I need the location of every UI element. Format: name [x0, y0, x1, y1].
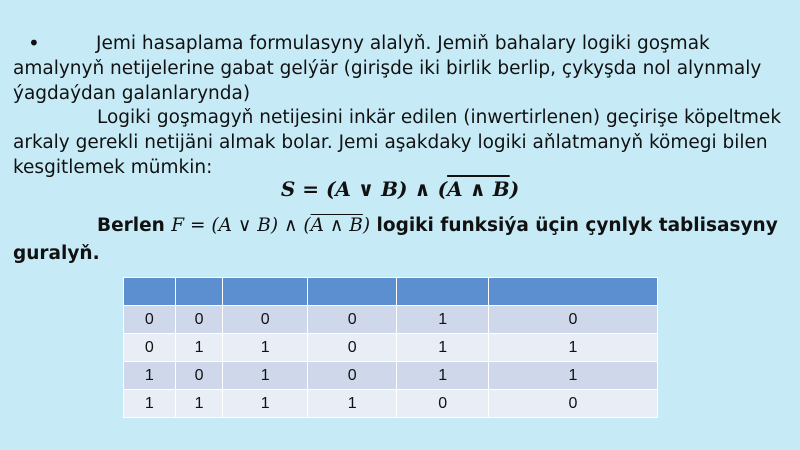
table-cell: 1 — [223, 334, 308, 362]
table-header-cell — [308, 278, 397, 306]
table-header-cell — [175, 278, 223, 306]
table-cell: 1 — [397, 334, 488, 362]
table-header-cell — [488, 278, 657, 306]
table-cell: 0 — [124, 306, 176, 334]
table-cell: 1 — [488, 334, 657, 362]
table-header-cell — [397, 278, 488, 306]
task-function-overlined: A ∧ B — [310, 215, 363, 236]
task-function — [171, 215, 370, 236]
task-prefix: Berlen — [97, 215, 165, 236]
formula-overlined: A ∧ B — [447, 177, 510, 201]
table-cell: 0 — [175, 362, 223, 390]
table-row — [124, 306, 658, 334]
table-cell: 0 — [488, 390, 657, 418]
task-suffix: logiki funksiýa üçin çynlyk tablisasyny guralyň. — [13, 215, 778, 264]
table-cell: 1 — [124, 390, 176, 418]
table-cell: 0 — [308, 334, 397, 362]
table-header-cell — [223, 278, 308, 306]
table-cell: 1 — [223, 390, 308, 418]
table-cell: 1 — [124, 362, 176, 390]
paragraph-2 — [13, 105, 783, 180]
bullet-marker: • — [28, 31, 40, 55]
task-function-rhs: ) — [362, 215, 371, 236]
formula-lhs: S = (A ∨ B) ∧ ( — [280, 177, 448, 201]
table-cell: 0 — [488, 306, 657, 334]
table-cell: 0 — [223, 306, 308, 334]
table-cell: 1 — [397, 362, 488, 390]
table-header-cell — [124, 278, 176, 306]
task-function-lhs: F = (A ∨ B) ∧ ( — [171, 215, 311, 236]
table-cell: 0 — [397, 390, 488, 418]
table-cell: 1 — [223, 362, 308, 390]
table-cell: 1 — [175, 390, 223, 418]
table-row — [124, 362, 658, 390]
table-cell: 0 — [124, 334, 176, 362]
table-cell: 1 — [397, 306, 488, 334]
table-cell: 1 — [175, 334, 223, 362]
task-paragraph — [13, 212, 788, 268]
paragraph-1-text: Jemi hasaplama formulasyny alalyň. Jemiň bahalary logiki goşmak amalynyň netijelerine gabat gelýär (girişde iki birlik berlip, çykyşda nol alynmaly ýagdaýdan galanlarynda) — [13, 33, 762, 104]
table-header-row — [124, 278, 658, 306]
table-cell: 1 — [308, 390, 397, 418]
table-row — [124, 390, 658, 418]
table-cell: 0 — [308, 362, 397, 390]
formula-rhs: ) — [509, 177, 520, 201]
table-cell: 0 — [308, 306, 397, 334]
table-row — [124, 334, 658, 362]
truth-table — [123, 277, 658, 418]
paragraph-2-text: Logiki goşmagyň netijesini inkär edilen (inwertirlenen) geçirişe köpeltmek arkaly gerekli netijäni almak bolar. Jemi aşakdaky logiki aňlatmanyň kömegi bilen kesgitlemek mümkin: — [13, 107, 782, 178]
sum-formula — [0, 177, 800, 201]
table-cell: 1 — [488, 362, 657, 390]
table-cell: 0 — [175, 306, 223, 334]
paragraph-1 — [13, 31, 783, 106]
